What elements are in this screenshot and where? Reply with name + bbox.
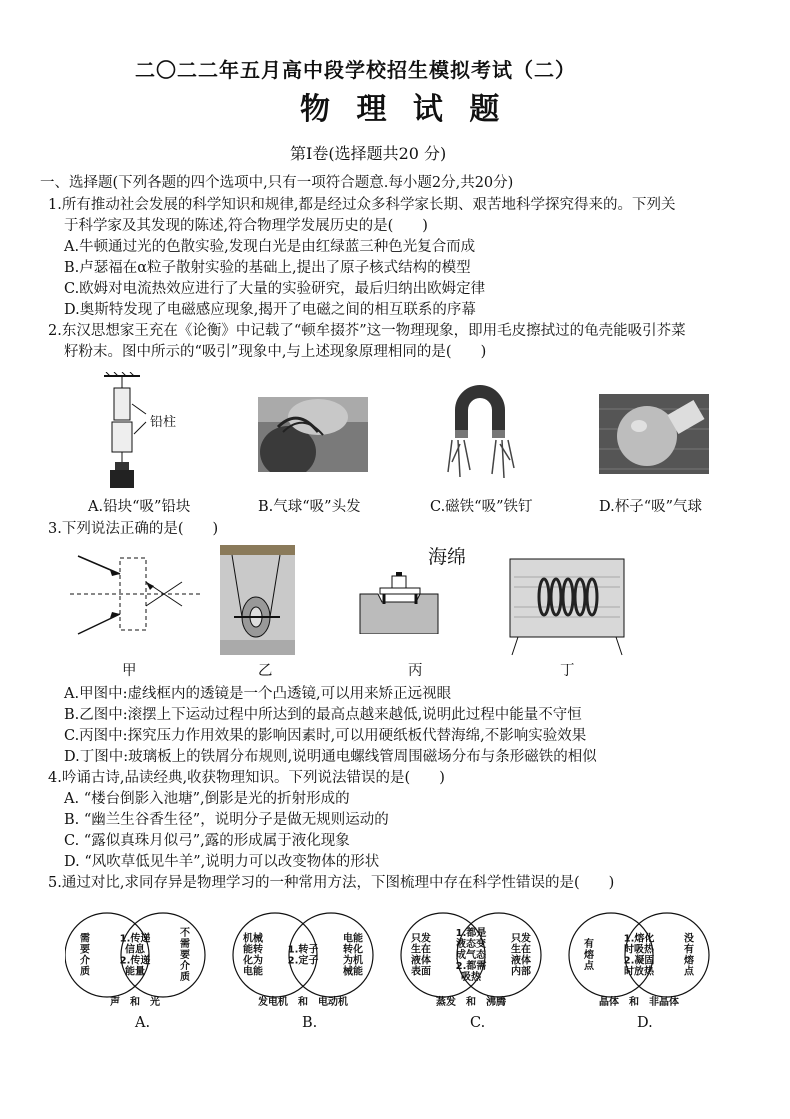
q4-option-c: C. “露似真珠月似弓”,露的形成属于液化现象 — [64, 833, 350, 849]
q3-stem: 3.下列说法正确的是( ) — [48, 521, 219, 537]
q1-stem-line1: 1.所有推动社会发展的科学知识和规律,都是经过众多科学家长期、艰苦地科学探究得来的。下列关 — [48, 197, 676, 213]
venn-middle-text: 2.都需 — [455, 961, 487, 972]
venn-right-text: 械能 — [343, 966, 363, 978]
venn-left-text: 只发 — [411, 933, 431, 945]
q2-caption-a: A.铅块“吸”铅块 — [88, 499, 191, 515]
venn-left-text: 电能 — [243, 966, 263, 978]
venn-caption: 晶体 和 非晶体 — [599, 997, 679, 1008]
q3-sponge-label: 海绵 — [428, 546, 467, 568]
venn-right-text: 点 — [684, 966, 694, 978]
venn-left-text: 熔 — [584, 950, 594, 961]
venn-middle-text: 信息 — [125, 944, 145, 956]
venn-left-text: 点 — [584, 961, 594, 972]
q2-lead-label: 铅柱 — [150, 415, 177, 430]
venn-middle-text: 1.转子 — [287, 944, 319, 956]
venn-middle-text: 2.传递 — [119, 955, 151, 967]
venn-caption: 蒸发 和 沸腾 — [436, 997, 506, 1008]
venn-middle-text: 吸热 — [461, 972, 481, 983]
venn-right-text: 生在 — [511, 944, 531, 956]
venn-right-text: 转化 — [343, 944, 363, 956]
q2-photo-balloon-hair — [258, 397, 368, 472]
venn-middle-text: 1.传递 — [119, 933, 151, 945]
venn-right-text: 没 — [684, 933, 694, 945]
q2-stem-line2: 籽粉末。图中所示的“吸引”现象中,与上述现象原理相同的是( ) — [64, 344, 487, 360]
venn-right-text: 要 — [180, 950, 190, 961]
q4-option-a: A. “楼台倒影入池塘”,倒影是光的折射形成的 — [64, 791, 350, 807]
q5-letter-c: C. — [470, 1015, 486, 1031]
q3-caption-ding: 丁 — [560, 663, 575, 679]
q3-caption-bing: 丙 — [408, 663, 423, 679]
q2-figure-lead-blocks — [90, 372, 180, 492]
q3-figure-ding-solenoid — [508, 557, 626, 657]
venn-right-text: 不 — [180, 928, 190, 939]
venn-left-text: 生在 — [411, 944, 431, 956]
q4-option-b: B. “幽兰生谷香生径”，说明分子是做无规则运动的 — [64, 812, 389, 828]
q5-letter-d: D. — [637, 1015, 653, 1031]
venn-right-text: 电能 — [343, 933, 363, 945]
q5-letter-a: A. — [135, 1015, 151, 1031]
exam-title: 二〇二二年五月高中段学校招生模拟考试（二） — [135, 58, 576, 82]
venn-right-text: 需 — [180, 939, 190, 950]
q3-caption-jia: 甲 — [122, 663, 137, 679]
venn-middle-text: 1.熔化 — [623, 933, 655, 945]
venn-left-text: 能转 — [243, 944, 263, 956]
q2-caption-b: B.气球“吸”头发 — [258, 499, 361, 515]
q1-option-c: C.欧姆对电流热效应进行了大量的实验研究，最后归纳出欧姆定律 — [64, 281, 486, 297]
venn-right-text: 内部 — [511, 966, 531, 978]
q1-option-b: B.卢瑟福在α粒子散射实验的基础上,提出了原子核式结构的模型 — [64, 260, 471, 276]
q3-option-d: D.丁图中:玻璃板上的铁屑分布规则,说明通电螺线管周围磁场分布与条形磁铁的相似 — [64, 749, 597, 765]
venn-middle-text: 时放热 — [624, 966, 654, 978]
venn-right-text: 有 — [684, 944, 694, 956]
q5-stem: 5.通过对比,求同存异是物理学习的一种常用方法，下图梳理中存在科学性错误的是( ) — [48, 875, 615, 891]
venn-left-text: 质 — [80, 966, 90, 978]
q3-caption-yi: 乙 — [258, 663, 273, 679]
venn-middle-text: 2.凝固 — [623, 955, 655, 967]
venn-left-text: 需 — [80, 933, 90, 945]
subject-title: 物 理 试 题 — [300, 92, 508, 127]
q5-letter-b: B. — [302, 1015, 318, 1031]
q3-figure-jia-lens — [70, 548, 200, 638]
venn-middle-text: 2.定子 — [287, 955, 319, 967]
q1-option-d: D.奥斯特发现了电磁感应现象,揭开了电磁之间的相互联系的序幕 — [64, 302, 476, 318]
venn-right-text: 只发 — [511, 933, 531, 945]
venn-right-text: 质 — [180, 972, 190, 983]
q3-option-c: C.丙图中:探究压力作用效果的影响因素时,可以用硬纸板代替海绵,不影响实验效果 — [64, 728, 587, 744]
section-intro: 一、选择题(下列各题的四个选项中,只有一项符合题意.每小题2分,共20分) — [40, 175, 514, 191]
venn-middle-text: 1.都是 — [455, 928, 487, 939]
q2-caption-c: C.磁铁“吸”铁钉 — [430, 499, 533, 515]
venn-middle-text: 液态变 — [456, 939, 486, 950]
venn-middle-text: 能量 — [125, 966, 145, 978]
q4-option-d: D. “风吹草低见牛羊”,说明力可以改变物体的形状 — [64, 854, 380, 870]
q3-figure-bing-sponge — [358, 572, 448, 634]
q3-option-b: B.乙图中:滚摆上下运动过程中所达到的最高点越来越低,说明此过程中能量不守恒 — [64, 707, 582, 723]
venn-left-text: 有 — [584, 939, 594, 950]
q1-option-a: A.牛顿通过光的色散实验,发现白光是由红绿蓝三种色光复合而成 — [64, 239, 476, 255]
q3-figure-yi-maxwell-wheel — [220, 545, 295, 655]
q2-photo-magnet-nails — [430, 382, 530, 482]
venn-caption: 发电机 和 电动机 — [258, 997, 348, 1008]
q2-photo-cup-balloon — [599, 394, 709, 474]
venn-right-text: 为机 — [343, 955, 363, 967]
venn-left-text: 表面 — [411, 966, 431, 978]
venn-right-text: 熔 — [684, 955, 694, 967]
q1-stem-line2: 于科学家及其发现的陈述,符合物理学发展历史的是( ) — [64, 218, 428, 234]
venn-right-text: 液体 — [511, 955, 531, 967]
venn-middle-text: 时吸热 — [624, 944, 654, 956]
q2-stem-line1: 2.东汉思想家王充在《论衡》中记载了“顿牟掇芥”这一物理现象，即用毛皮擦拭过的龟壳能吸引芥菜 — [48, 323, 686, 339]
venn-left-text: 要 — [80, 944, 90, 956]
venn-middle-text: 成气态 — [456, 950, 486, 961]
q3-option-a: A.甲图中:虚线框内的透镜是一个凸透镜,可以用来矫正远视眼 — [64, 686, 452, 702]
venn-right-text: 介 — [180, 961, 190, 972]
section-title: 第Ⅰ卷(选择题共20 分) — [290, 144, 447, 163]
venn-left-text: 机械 — [243, 933, 263, 945]
q4-stem: 4.吟诵古诗,品读经典,收获物理知识。下列说法错误的是( ) — [48, 770, 445, 786]
q2-caption-d: D.杯子“吸”气球 — [599, 499, 703, 515]
venn-left-text: 液体 — [411, 955, 431, 967]
venn-left-text: 化为 — [243, 955, 263, 967]
q5-venn-diagrams — [65, 905, 745, 1015]
venn-caption: 声 和 光 — [110, 997, 160, 1008]
venn-left-text: 介 — [80, 955, 90, 967]
